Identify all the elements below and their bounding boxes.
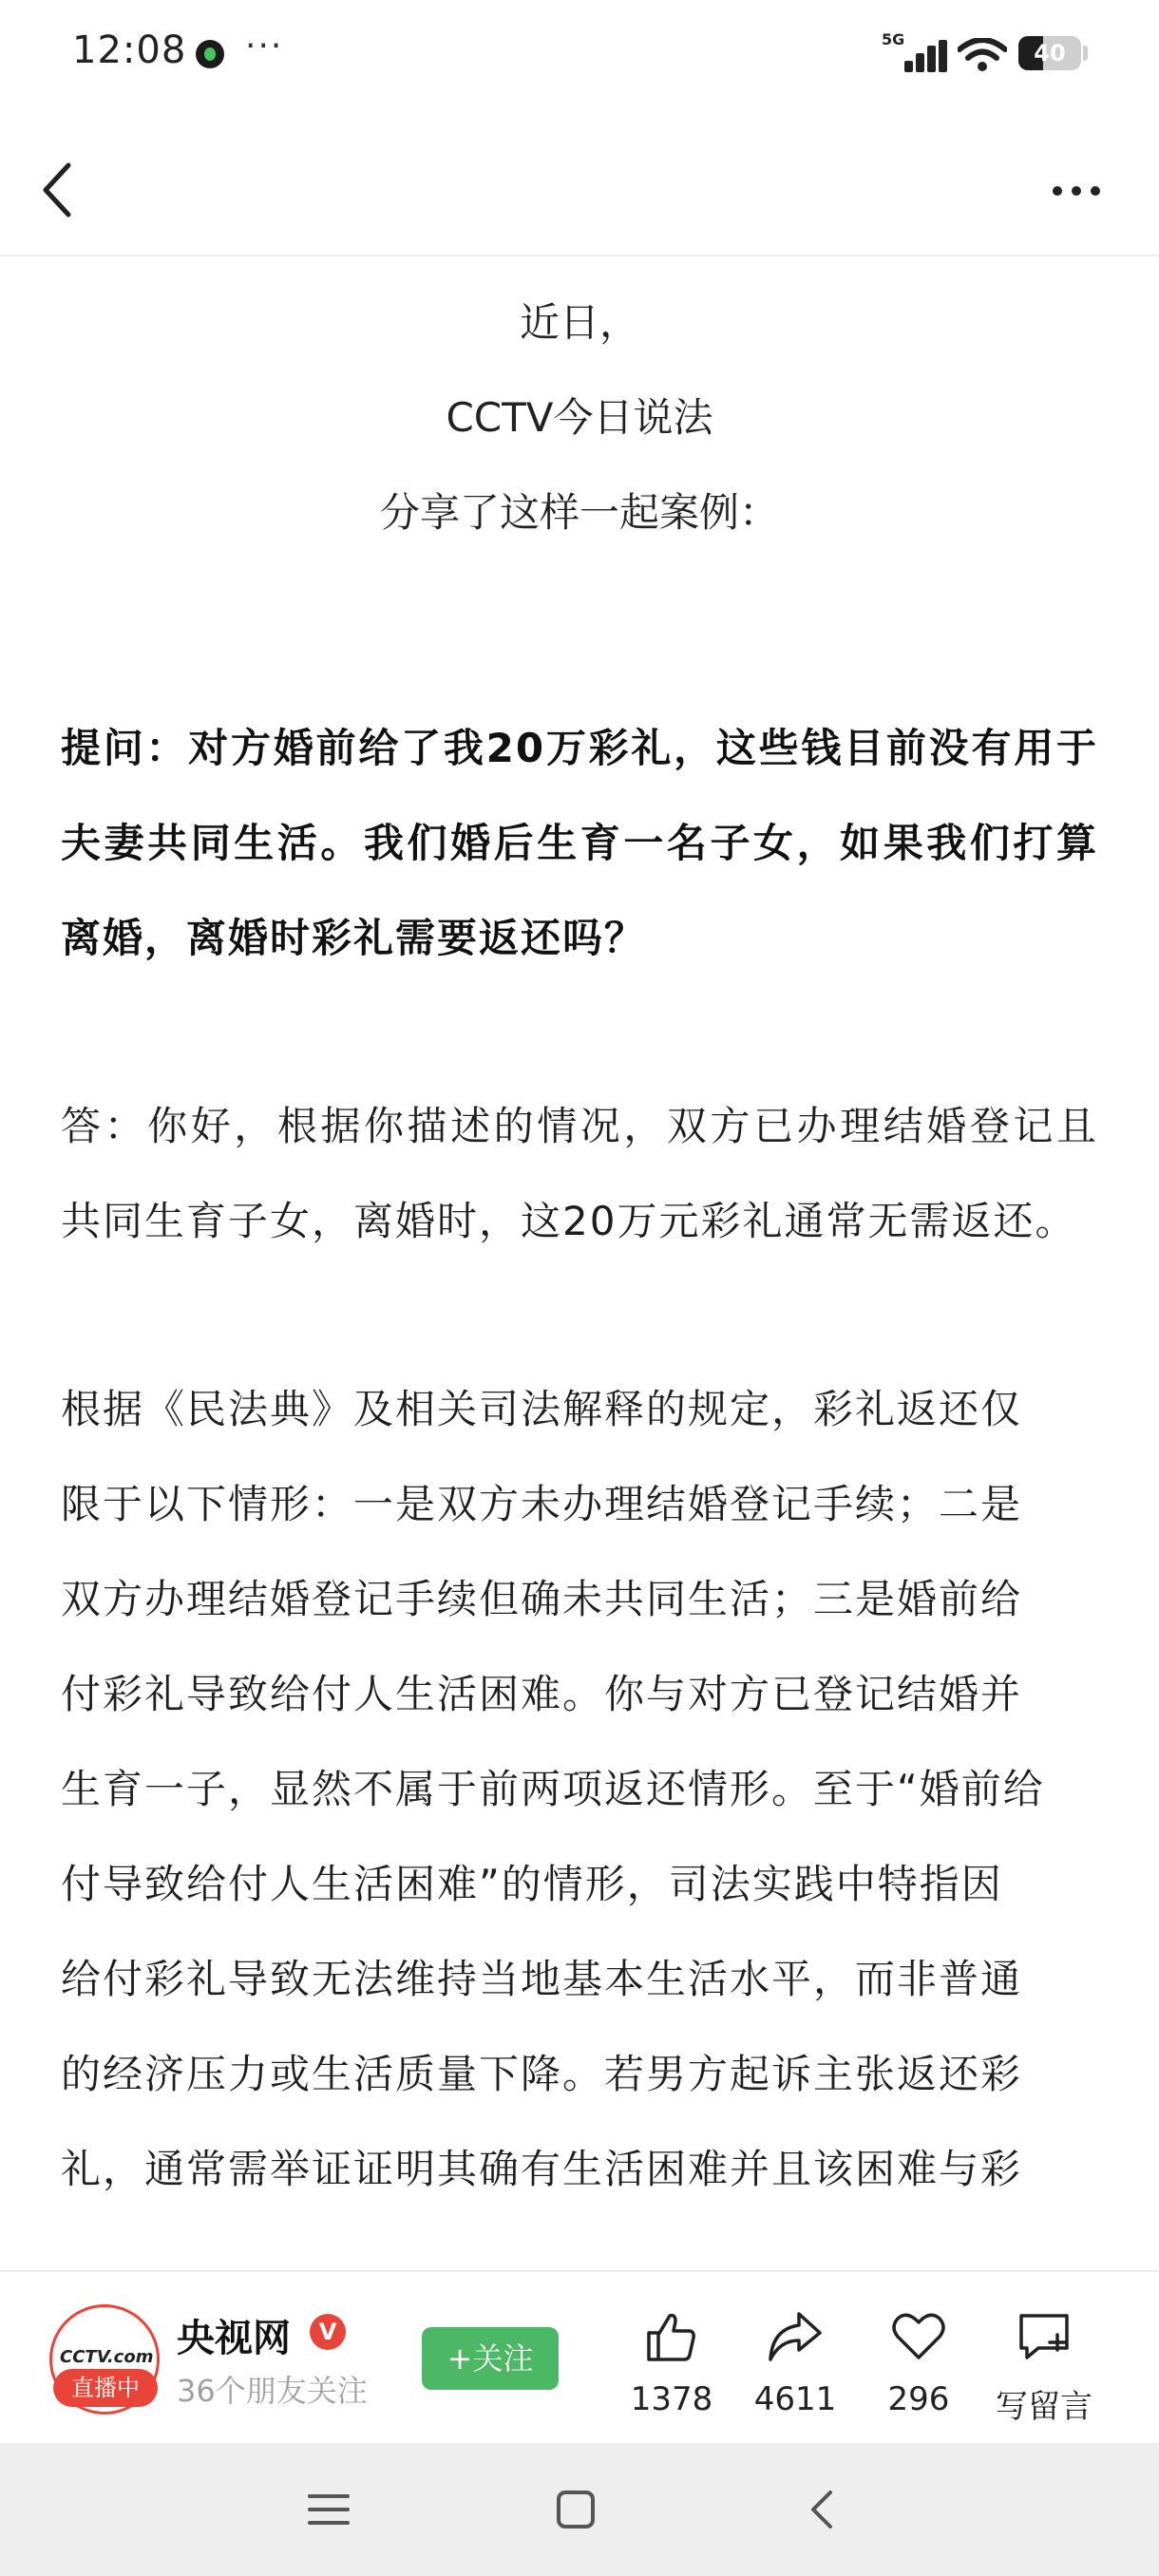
law-paragraph-line: 给付彩礼导致无法维持当地基本生活水平，而非普通 bbox=[61, 1956, 1023, 2002]
heart-icon bbox=[888, 2306, 949, 2367]
law-paragraph-line: 付导致给付人生活困难”的情形，司法实践中特指因 bbox=[61, 1861, 1003, 1907]
top-bar bbox=[0, 123, 1159, 256]
intro-line: 近日， bbox=[519, 299, 639, 346]
status-bar bbox=[0, 0, 1159, 114]
write-comment-label: 写留言 bbox=[996, 2388, 1092, 2426]
menu-icon[interactable] bbox=[291, 2481, 367, 2538]
battery-icon bbox=[1018, 36, 1081, 70]
thumbs-up-icon bbox=[641, 2306, 702, 2367]
battery-nub bbox=[1083, 46, 1088, 61]
article-body bbox=[61, 275, 1098, 2217]
live-badge: 直播中 bbox=[53, 2369, 158, 2407]
account-name[interactable]: 央视网 bbox=[177, 2317, 291, 2360]
like-button[interactable] bbox=[610, 2306, 733, 2418]
law-paragraph-line: 礼，通常需举证证明其确有生活困难并且该困难与彩 bbox=[61, 2146, 1023, 2192]
battery-percent: 40 bbox=[1034, 40, 1066, 66]
home-square-icon[interactable] bbox=[538, 2481, 614, 2538]
share-icon bbox=[765, 2306, 826, 2367]
follow-button[interactable]: +关注 bbox=[422, 2327, 559, 2390]
intro-line: CCTV今日说法 bbox=[446, 394, 713, 441]
favorite-button[interactable] bbox=[857, 2306, 980, 2418]
back-triangle-icon[interactable] bbox=[785, 2481, 861, 2538]
signal-strength-icon bbox=[897, 38, 946, 72]
app-notification-icon bbox=[196, 40, 224, 68]
intro-line: 分享了这样一起案例： bbox=[379, 489, 779, 536]
system-nav-bar bbox=[0, 2443, 1159, 2576]
verified-icon: V bbox=[310, 2314, 346, 2350]
law-paragraph-line: 的经济压力或生活质量下降。若男方起诉主张返还彩 bbox=[61, 2051, 1023, 2097]
article-action-bar bbox=[0, 2270, 1159, 2441]
back-button[interactable] bbox=[28, 152, 104, 228]
network-type-label: 5G bbox=[882, 30, 905, 48]
share-count: 4611 bbox=[753, 2380, 837, 2418]
question-paragraph: 提问：对方婚前给了我20万彩礼，这些钱目前没有用于夫妻共同生活。我们婚后生育一名子女，如果我们打算离婚，离婚时彩礼需要返还吗？ bbox=[61, 725, 1098, 961]
share-button[interactable] bbox=[733, 2306, 857, 2418]
status-more-icon: ··· bbox=[245, 27, 284, 66]
comment-add-icon bbox=[1014, 2306, 1074, 2367]
wifi-icon bbox=[958, 38, 1007, 72]
law-paragraph-line: 生育一子，显然不属于前两项返还情形。至于“婚前给 bbox=[61, 1766, 1045, 1812]
like-count: 1378 bbox=[630, 2380, 713, 2418]
law-paragraph-line: 限于以下情形：一是双方未办理结婚登记手续；二是 bbox=[61, 1481, 1023, 1527]
law-paragraph bbox=[61, 1362, 1098, 2217]
friends-follow-count: 36个朋友关注 bbox=[177, 2373, 368, 2409]
cctv-logo: CCTV.com bbox=[60, 2347, 154, 2367]
favorite-count: 296 bbox=[887, 2380, 950, 2418]
more-options-button[interactable] bbox=[1045, 161, 1121, 218]
answer-paragraph: 答：你好，根据你描述的情况，双方已办理结婚登记且共同生育子女，离婚时，这20万元彩礼通常无需返还。 bbox=[61, 1103, 1098, 1244]
write-comment-button[interactable] bbox=[982, 2306, 1106, 2427]
status-time: 12:08 bbox=[72, 28, 187, 72]
law-paragraph-line: 付彩礼导致给付人生活困难。你与对方已登记结婚并 bbox=[61, 1671, 1023, 1717]
law-paragraph-line: 根据《民法典》及相关司法解释的规定，彩礼返还仅 bbox=[61, 1386, 1023, 1432]
law-paragraph-line: 双方办理结婚登记手续但确未共同生活；三是婚前给 bbox=[61, 1576, 1023, 1622]
